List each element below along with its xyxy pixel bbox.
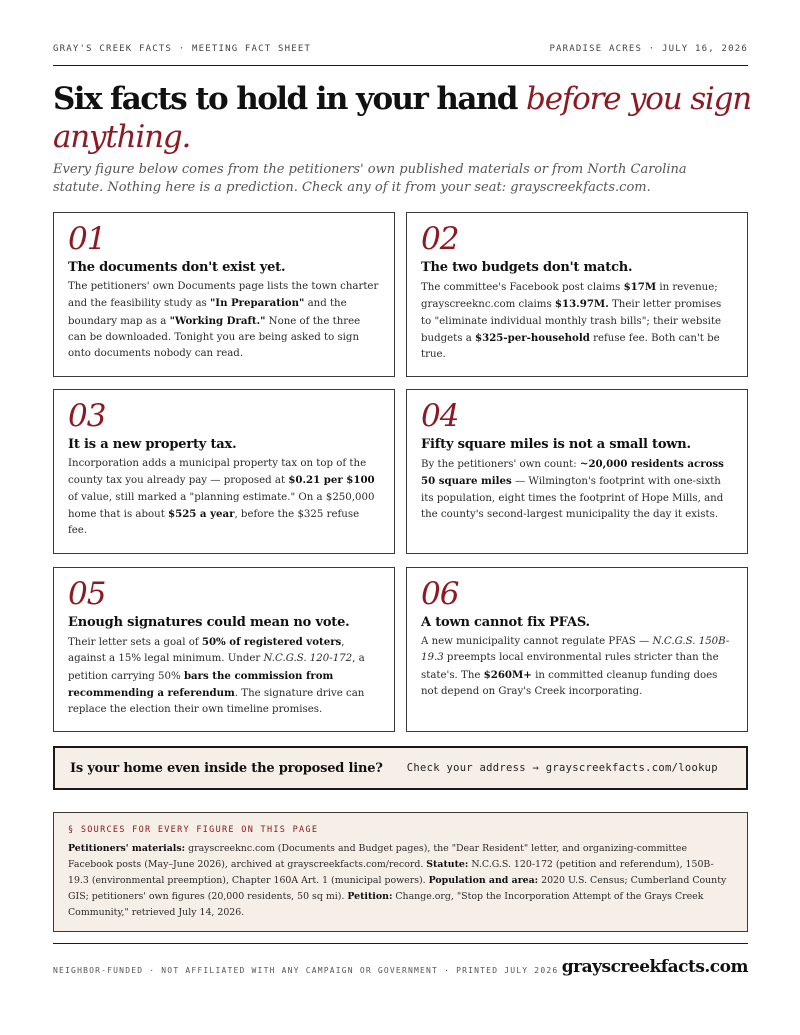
intro-text: Every figure below comes from the petitioners' own published materials or from North Carolina statute. Nothing here is a prediction. Check any of it from your seat: grayscreekfacts.com. [53, 162, 687, 195]
emphasis-bold: 50% of registered voters [201, 636, 342, 648]
text-run: Incorporation adds a municipal property tax on top of the county tax you already pay — proposed at [68, 458, 367, 487]
fact-number: 05 [68, 576, 106, 612]
header-right: PARADISE ACRES · JULY 16, 2026 [549, 44, 748, 54]
text-run: preempts local environmental rules stricter than the state's. The [421, 652, 719, 681]
emphasis-bold: "In Preparation" [210, 297, 305, 310]
fact-card-03 [53, 389, 395, 554]
fact-title: A town cannot fix PFAS. [421, 615, 590, 630]
fact-title: Fifty square miles is not a small town. [421, 437, 691, 452]
fact-card-05 [53, 567, 395, 732]
text-run: By the petitioners' own count: [421, 459, 580, 470]
text-run: in committed cleanup funding does not depend on Gray's Creek incorporating. [421, 669, 718, 697]
fact-number: 06 [421, 576, 459, 612]
emphasis-bold: $525 a year [168, 507, 235, 520]
footer-site-link[interactable]: grayscreekfacts.com [561, 957, 748, 977]
text-run: None of the three can be downloaded. Tonight you are being asked to sign onto documents nobody can read. [68, 315, 361, 360]
fact-body [421, 279, 734, 363]
text-run: A new municipality cannot regulate PFAS — [421, 636, 653, 647]
fact-card-04 [406, 389, 748, 554]
emphasis-bold: $325-per-household [475, 331, 590, 344]
emphasis-bold: Petition: [347, 891, 393, 902]
text-run: N.C.G.S. 120-172 (petition and referendum), 150B-19.3 (environmental preemption), Chapter 160A Art. 1 (municipal powers). [68, 859, 714, 886]
text-run: in revenue; grayscreeknc.com claims [421, 282, 718, 311]
text-run: and the boundary map as a [68, 298, 347, 327]
fact-title: The documents don't exist yet. [68, 260, 286, 275]
fact-number: 02 [421, 221, 459, 257]
headline [53, 80, 753, 156]
fact-number: 03 [68, 398, 106, 434]
sources-body [68, 841, 733, 921]
fact-title: Enough signatures could mean no vote. [68, 615, 350, 630]
header-bar [53, 44, 748, 66]
text-run: 2020 U.S. Census; Cumberland County GIS; petitioners' own figures (20,000 residents, 50 sq mi). [68, 875, 727, 902]
text-run: , before the $325 refuse fee. [68, 508, 360, 537]
text-run: Their letter sets a goal of [68, 637, 202, 648]
fact-body [68, 279, 381, 362]
emphasis-bold: $0.21 per $100 [288, 474, 375, 487]
emphasis-bold: $13.97M. [554, 298, 609, 311]
text-run: The committee's Facebook post claims [421, 282, 624, 293]
header-left: GRAY'S CREEK FACTS · MEETING FACT SHEET [53, 44, 312, 54]
sources-title: § SOURCES FOR EVERY FIGURE ON THIS PAGE [68, 825, 319, 835]
text-run: , a petition carrying 50% [68, 653, 365, 682]
fact-title: It is a new property tax. [68, 437, 237, 452]
text-run: of value, still marked a "planning estimate." On a $250,000 home that is about [68, 491, 375, 520]
emphasis-bold: ~20,000 residents across 50 square miles [421, 458, 724, 488]
fact-body [68, 456, 381, 539]
headline-accent: before you sign anything. [53, 81, 752, 155]
address-lookup-link[interactable]: Check your address → grayscreekfacts.com/lookup [406, 762, 718, 774]
emphasis-bold: bars the commission from recommending a referendum [68, 669, 334, 699]
callout-question: Is your home even inside the proposed line? [70, 760, 383, 776]
emphasis-bold: Statute: [426, 859, 469, 870]
fact-number: 01 [68, 221, 106, 257]
fact-number: 04 [421, 398, 459, 434]
text-run: — Wilmington's footprint with one-sixth its population, eight times the footprint of Hope Mills, and the county's second-largest municipality the day it exists. [421, 476, 724, 520]
text-run: Their letter promises to "eliminate individual monthly trash bills"; their website budgets a [421, 299, 722, 344]
emphasis-italic: N.C.G.S. 150B-19.3 [421, 636, 730, 664]
text-run: The petitioners' own Documents page lists the town charter and the feasibility study as [68, 281, 379, 310]
address-lookup-callout [53, 746, 748, 790]
emphasis-bold: $260M+ [483, 668, 532, 681]
fact-card-02 [406, 212, 748, 377]
fact-body [68, 634, 381, 718]
emphasis-italic: N.C.G.S. 120-172 [263, 653, 353, 665]
text-run: , against a 15% legal minimum. Under [68, 637, 345, 665]
footer-divider [53, 943, 748, 944]
emphasis-bold: "Working Draft." [169, 314, 266, 327]
emphasis-bold: Petitioners' materials: [68, 843, 186, 854]
sources-box [53, 812, 748, 932]
emphasis-bold: Population and area: [428, 875, 539, 886]
footer-disclaimer: NEIGHBOR-FUNDED · NOT AFFILIATED WITH ANY CAMPAIGN OR GOVERNMENT · PRINTED JULY 2026 [53, 966, 559, 975]
fact-card-06 [406, 567, 748, 732]
fact-title: The two budgets don't match. [421, 260, 633, 275]
text-run: grayscreeknc.com (Documents and Budget pages), the "Dear Resident" letter, and organizing-committee Facebook posts (May–June 2026), archived at grayscreekfacts.com/record. [68, 843, 688, 870]
text-run: Change.org, "Stop the Incorporation Attempt of the Grays Creek Community," retrieved July 14, 2026. [68, 891, 704, 918]
fact-body [421, 456, 734, 523]
text-run: . The signature drive can replace the election their own timeline promises. [68, 687, 365, 716]
headline-main: Six facts to hold in your hand [53, 81, 527, 117]
fact-body [421, 634, 734, 700]
text-run: refuse fee. Both can't be true. [421, 332, 720, 361]
emphasis-bold: $17M [623, 281, 657, 293]
fact-card-01 [53, 212, 395, 377]
